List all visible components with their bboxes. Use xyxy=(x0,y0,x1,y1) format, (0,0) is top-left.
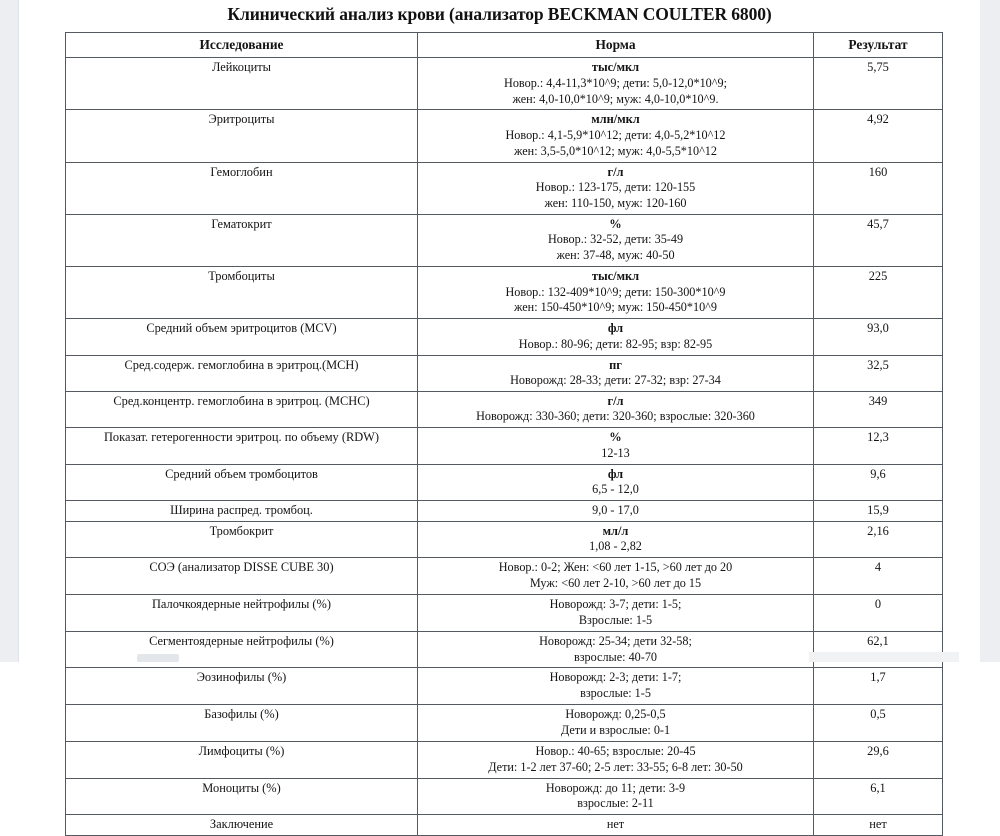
page-title: Клинический анализ крови (анализатор BECKMAN COULTER 6800) xyxy=(227,4,772,24)
cell-norm xyxy=(418,355,814,391)
table-row xyxy=(66,319,943,355)
cell-result: 4 xyxy=(814,558,943,595)
norm-unit: пг xyxy=(609,357,622,372)
cell-result: 160 xyxy=(814,162,943,214)
cell-study: Средний объем тромбоцитов xyxy=(66,464,418,500)
norm-line: Новорожд: 2-3; дети: 1-7; xyxy=(549,670,682,685)
cell-study: Гемоглобин xyxy=(66,162,418,214)
scan-artifact-mark xyxy=(137,654,179,662)
norm-line: Новорожд: 330-360; дети: 320-360; взрослые: 320-360 xyxy=(476,409,755,424)
cell-study: Тромбоциты xyxy=(66,267,418,319)
norm-line: жен: 150-450*10^9; муж: 150-450*10^9 xyxy=(514,300,717,315)
norm-line: Новор.: 80-96; дети: 82-95; взр: 82-95 xyxy=(518,336,713,351)
norm-line: жен: 110-150, муж: 120-160 xyxy=(544,195,687,210)
cell-result: 62,1 xyxy=(814,631,943,668)
norm-line: Новор.: 4,4-11,3*10^9; дети: 5,0-12,0*10^9; xyxy=(504,75,727,90)
table-row xyxy=(66,521,943,557)
table-header xyxy=(66,33,943,58)
table-row xyxy=(66,501,943,522)
norm-unit: мл/л xyxy=(602,523,629,538)
cell-result: 9,6 xyxy=(814,464,943,500)
norm-line: взрослые: 40-70 xyxy=(573,649,658,664)
cell-study: Заключение xyxy=(66,815,418,836)
norm-unit: % xyxy=(609,430,622,445)
norm-line: Новор.: 4,1-5,9*10^12; дети: 4,0-5,2*10^12 xyxy=(505,127,726,142)
page-margin-left xyxy=(0,0,19,662)
cell-result: 45,7 xyxy=(814,214,943,266)
table-row xyxy=(66,391,943,427)
norm-line: 9,0 - 17,0 xyxy=(592,503,639,518)
cell-study: Лейкоциты xyxy=(66,58,418,110)
cell-result: 1,7 xyxy=(814,668,943,705)
norm-line: Дети: 1-2 лет 37-60; 2-5 лет: 33-55; 6-8 лет: 30-50 xyxy=(488,759,743,774)
table-row xyxy=(66,58,943,110)
table-row xyxy=(66,705,943,742)
norm-unit: млн/мкл xyxy=(591,112,640,127)
scan-artifact-strip xyxy=(809,652,959,662)
table-row xyxy=(66,815,943,836)
table-row xyxy=(66,464,943,500)
table-row xyxy=(66,162,943,214)
cell-result: 32,5 xyxy=(814,355,943,391)
norm-line: Новор.: 40-65; взрослые: 20-45 xyxy=(535,743,696,758)
cell-norm xyxy=(418,110,814,162)
cell-result: 2,16 xyxy=(814,521,943,557)
cell-study: Эритроциты xyxy=(66,110,418,162)
cell-study: Базофилы (%) xyxy=(66,705,418,742)
table-row xyxy=(66,668,943,705)
norm-line: жен: 4,0-10,0*10^9; муж: 4,0-10,0*10^9. xyxy=(512,91,719,106)
norm-line: Новорожд: 3-7; дети: 1-5; xyxy=(549,597,682,611)
cell-norm xyxy=(418,705,814,742)
norm-unit: г/л xyxy=(607,393,624,408)
document-sheet xyxy=(19,0,980,832)
cell-result: 12,3 xyxy=(814,428,943,464)
norm-line: 12-13 xyxy=(601,445,630,460)
norm-line: Новор.: 132-409*10^9; дети: 150-300*10^9 xyxy=(505,284,726,299)
cell-norm xyxy=(418,815,814,836)
cell-result: нет xyxy=(814,815,943,836)
table-row xyxy=(66,110,943,162)
cell-study: Тромбокрит xyxy=(66,521,418,557)
cell-norm xyxy=(418,668,814,705)
cell-norm xyxy=(418,428,814,464)
cell-norm xyxy=(418,58,814,110)
cell-norm xyxy=(418,214,814,266)
cell-norm xyxy=(418,521,814,557)
cell-norm xyxy=(418,464,814,500)
norm-line: Новорожд: 0,25-0,5 xyxy=(565,707,666,722)
cell-study: Палочкоядерные нейтрофилы (%) xyxy=(66,595,418,632)
cell-norm xyxy=(418,162,814,214)
norm-line: Новор.: 32-52, дети: 35-49 xyxy=(547,232,684,247)
column-header-study: Исследование xyxy=(66,33,418,58)
cell-study: Ширина распред. тромбоц. xyxy=(66,501,418,522)
norm-unit: г/л xyxy=(607,164,624,179)
cell-study: Сегментоядерные нейтрофилы (%) xyxy=(66,631,418,668)
norm-line: Муж: <60 лет 2-10, >60 лет до 15 xyxy=(529,576,702,591)
cell-norm xyxy=(418,391,814,427)
cell-result: 4,92 xyxy=(814,110,943,162)
table-row xyxy=(66,267,943,319)
page-margin-right xyxy=(979,0,1000,662)
norm-unit: тыс/мкл xyxy=(591,60,640,75)
norm-line: Взрослые: 1-5 xyxy=(578,612,653,627)
cell-result: 225 xyxy=(814,267,943,319)
table-row xyxy=(66,741,943,778)
cell-norm xyxy=(418,741,814,778)
norm-line: Новор.: 0-2; Жен: <60 лет 1-15, >60 лет до 20 xyxy=(498,560,733,575)
cell-result: 6,1 xyxy=(814,778,943,815)
norm-line: 6,5 - 12,0 xyxy=(592,482,639,497)
table-row xyxy=(66,778,943,815)
cell-result: 5,75 xyxy=(814,58,943,110)
cell-norm xyxy=(418,501,814,522)
column-header-norm: Норма xyxy=(418,33,814,58)
column-header-result: Результат xyxy=(814,33,943,58)
norm-unit: % xyxy=(609,216,622,231)
norm-line: жен: 3,5-5,0*10^12; муж: 4,0-5,5*10^12 xyxy=(514,143,717,158)
table-body xyxy=(66,58,943,836)
blood-test-table xyxy=(65,32,943,836)
cell-study: Сред.содерж. гемоглобина в эритроц.(МСН) xyxy=(66,355,418,391)
norm-line: 1,08 - 2,82 xyxy=(589,539,642,554)
cell-result: 15,9 xyxy=(814,501,943,522)
norm-line: Дети и взрослые: 0-1 xyxy=(560,723,671,738)
blood-test-table-container xyxy=(65,32,942,836)
cell-study: Гематокрит xyxy=(66,214,418,266)
cell-norm xyxy=(418,631,814,668)
cell-result: 93,0 xyxy=(814,319,943,355)
norm-line: Новор.: 123-175, дети: 120-155 xyxy=(535,180,696,195)
norm-line: взрослые: 1-5 xyxy=(580,686,651,701)
norm-line: жен: 37-48, муж: 40-50 xyxy=(556,248,675,263)
table-row xyxy=(66,355,943,391)
cell-result: 0,5 xyxy=(814,705,943,742)
table-row xyxy=(66,214,943,266)
cell-study: Лимфоциты (%) xyxy=(66,741,418,778)
norm-line: нет xyxy=(606,817,625,832)
norm-line: Новорожд: 28-33; дети: 27-32; взр: 27-34 xyxy=(510,373,721,388)
cell-study: СОЭ (анализатор DISSE CUBE 30) xyxy=(66,558,418,595)
cell-norm xyxy=(418,319,814,355)
cell-norm xyxy=(418,595,814,632)
cell-norm xyxy=(418,267,814,319)
table-row xyxy=(66,558,943,595)
table-row xyxy=(66,428,943,464)
cell-study: Моноциты (%) xyxy=(66,778,418,815)
cell-result: 0 xyxy=(814,595,943,632)
cell-study: Показат. гетерогенности эритроц. по объему (RDW) xyxy=(66,428,418,464)
table-header-row xyxy=(66,33,943,58)
cell-norm xyxy=(418,558,814,595)
norm-line: Новорожд: до 11; дети: 3-9 xyxy=(545,780,686,795)
norm-line: Новорожд: 25-34; дети 32-58; xyxy=(539,633,692,648)
cell-norm xyxy=(418,778,814,815)
norm-unit: фл xyxy=(607,321,624,336)
norm-unit: тыс/мкл xyxy=(591,269,640,284)
cell-result: 29,6 xyxy=(814,741,943,778)
table-row xyxy=(66,631,943,668)
norm-line: взрослые: 2-11 xyxy=(577,796,654,811)
cell-result: 349 xyxy=(814,391,943,427)
cell-study: Средний объем эритроцитов (MCV) xyxy=(66,319,418,355)
table-row xyxy=(66,595,943,632)
norm-unit: фл xyxy=(607,466,624,481)
cell-study: Эозинофилы (%) xyxy=(66,668,418,705)
cell-study: Сред.концентр. гемоглобина в эритроц. (МСНС) xyxy=(66,391,418,427)
